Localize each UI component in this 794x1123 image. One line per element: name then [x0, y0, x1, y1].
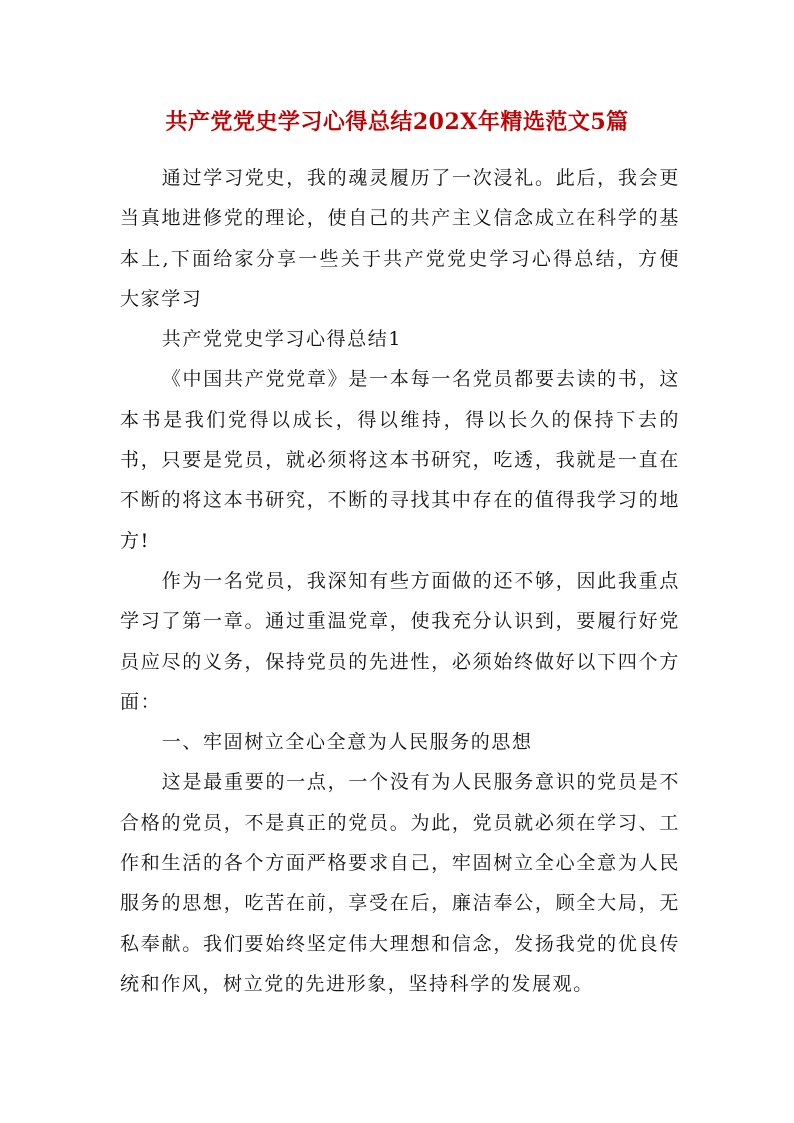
section-heading-1: 共产党党史学习心得总结1: [161, 328, 403, 351]
paragraph-chapter-one: 作为一名党员，我深知有些方面做的还不够，因此我重点学习了第一章。通过重温党章，使我充分认识到，要履行好党员应尽的义务，保持党员的先进性，必须始终做好以下四个方面：: [120, 569, 680, 713]
document-body: [120, 158, 680, 1004]
subheading-serve-people: 一、牢固树立全心全意为人民服务的思想: [161, 731, 533, 754]
paragraph-party-constitution: 《中国共产党党章》是一本每一名党员都要去读的书，这本书是我们党得以成长，得以维持，得以长久的保持下去的书，只要是党员，就必须将这本书研究，吃透，我就是一直在不断的将这本书研究，不断的寻找其中存在的值得我学习的地方!: [120, 368, 680, 552]
paragraph-intro: 通过学习党史，我的魂灵履历了一次浸礼。此后，我会更当真地进修党的理论，使自己的共产主义信念成立在科学的基本上,下面给家分享一些关于共产党党史学习心得总结，方便大家学习: [120, 167, 680, 310]
paragraph-serve-people: 这是最重要的一点，一个没有为人民服务意识的党员是不合格的党员，不是真正的党员。为此，党员就必须在学习、工作和生活的各个方面严格要求自己，牢固树立全心全意为人民服务的思想，吃苦在前，享受在后，廉洁奉公，顾全大局，无私奉献。我们要始终坚定伟大理想和信念，发扬我党的优良传统和作风，树立党的先进形象，坚持科学的发展观。: [120, 771, 680, 995]
document-title: 共产党党史学习心得总结202X年精选范文5篇: [165, 109, 629, 135]
